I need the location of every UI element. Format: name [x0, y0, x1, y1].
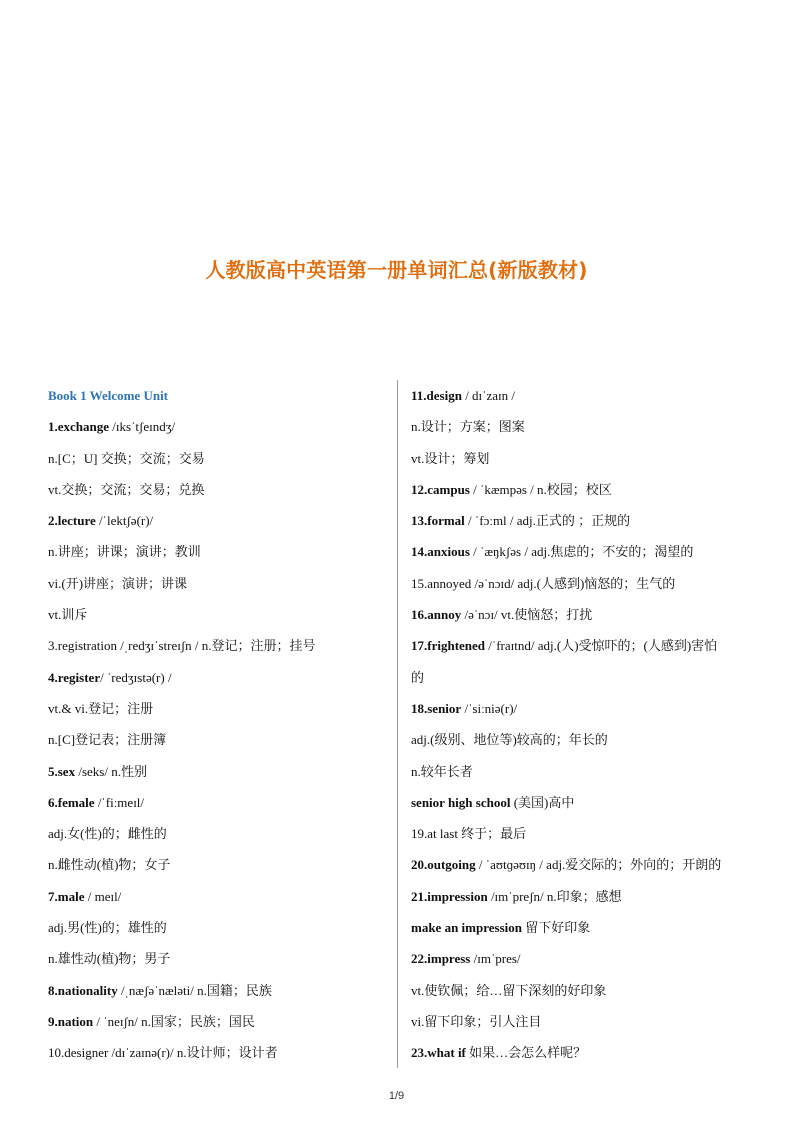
vocab-line	[411, 380, 751, 411]
definition: n.[C]登记表；注册簿	[48, 732, 167, 748]
definition: / ˈfɔːml / adj.正式的 ；正规的	[464, 513, 631, 529]
definition: / ˈkæmpəs / n.校园；校区	[469, 481, 612, 497]
definition: n.设计；方案；图案	[411, 419, 525, 435]
definition: 留下好印象	[522, 920, 591, 936]
vocab-line	[48, 411, 393, 442]
vocab-line	[48, 912, 393, 943]
headword: senior high school	[411, 794, 511, 810]
definition: /ɪmˈpreʃn/ n.印象；感想	[487, 888, 622, 904]
headword: 13.formal	[411, 513, 465, 529]
vocab-line	[411, 787, 751, 818]
definition: / ˈredʒɪstə(r) /	[100, 669, 172, 685]
vocab-line	[48, 1037, 393, 1068]
vocab-line	[411, 505, 751, 536]
headword: 17.frightened	[411, 638, 486, 654]
vocab-line	[411, 443, 751, 474]
vocab-line	[48, 443, 393, 474]
vocab-line	[48, 1006, 393, 1037]
definition: /ɪmˈpres/	[470, 951, 521, 967]
page-title: 人教版高中英语第一册单词汇总(新版教材)	[205, 258, 588, 282]
vocab-line	[48, 943, 393, 974]
vocab-line	[411, 756, 751, 787]
vocab-line	[48, 630, 393, 661]
definition: n.雌性动(植)物；女子	[48, 857, 171, 873]
headword: 16.annoy	[411, 607, 462, 623]
definition: vt.使钦佩；给…留下深刻的好印象	[411, 982, 607, 998]
headword: 4.register	[48, 669, 101, 685]
vocab-line	[411, 818, 751, 849]
vocab-line	[48, 599, 393, 630]
definition: /ˈlektʃə(r)/	[95, 513, 154, 529]
headword: 7.male	[48, 888, 85, 904]
vocab-line	[48, 568, 393, 599]
vocab-line	[48, 818, 393, 849]
vocab-line	[411, 849, 751, 880]
headword: 2.lecture	[48, 513, 96, 529]
headword: Book 1 Welcome Unit	[48, 388, 169, 403]
definition: /ˈfiːmeɪl/	[94, 794, 145, 810]
headword: 21.impression	[411, 888, 488, 904]
vocab-line	[411, 1006, 751, 1037]
definition: adj.(级别、地位等)较高的；年长的	[411, 732, 608, 748]
headword: 14.anxious	[411, 544, 470, 560]
definition: 10.designer /dɪˈzaɪnə(r)/ n.设计师；设计者	[48, 1045, 278, 1061]
vocab-line	[48, 756, 393, 787]
vocab-line	[411, 630, 751, 661]
definition: n.[C；U] 交换；交流；交易	[48, 450, 205, 466]
right-column	[411, 380, 751, 1069]
definition: /seks/ n.性别	[75, 763, 147, 779]
headword: 1.exchange	[48, 419, 110, 435]
column-divider	[397, 380, 398, 1068]
headword: 11.design	[411, 388, 462, 403]
definition: vt.训斥	[48, 607, 88, 623]
definition: /əˈnɔɪ/ vt.使恼怒；打扰	[461, 607, 593, 623]
vocab-line	[411, 474, 751, 505]
definition: vi.留下印象；引人注目	[411, 1013, 542, 1029]
headword: make an impression	[411, 920, 522, 936]
definition: n.雄性动(植)物；男子	[48, 951, 171, 967]
vocab-line	[411, 881, 751, 912]
section-heading	[48, 380, 393, 411]
left-column	[48, 380, 393, 1069]
definition: /ˌnæʃəˈnæləti/ n.国籍；民族	[117, 982, 272, 998]
definition: vi.(开)讲座；演讲；讲课	[48, 575, 188, 591]
vocab-line	[48, 975, 393, 1006]
vocab-line	[48, 505, 393, 536]
headword: 8.nationality	[48, 982, 118, 998]
definition: 15.annoyed /əˈnɔɪd/ adj.(人感到)恼怒的；生气的	[411, 575, 676, 591]
vocab-line	[411, 693, 751, 724]
vocab-line	[411, 943, 751, 974]
headword: 23.what if	[411, 1045, 466, 1061]
definition: 的	[411, 669, 425, 685]
definition: 3.registration /ˌredʒɪˈstreɪʃn / n.登记；注册；挂号	[48, 638, 316, 654]
vocab-line	[411, 662, 751, 693]
definition: vt.& vi.登记；注册	[48, 700, 154, 716]
vocab-line	[411, 912, 751, 943]
headword: 20.outgoing	[411, 857, 476, 873]
headword: 5.sex	[48, 763, 76, 779]
vocab-line	[48, 474, 393, 505]
vocab-line	[411, 568, 751, 599]
vocab-line	[411, 411, 751, 442]
headword: 9.nation	[48, 1013, 94, 1029]
headword: 18.senior	[411, 700, 462, 716]
definition: 如果…会怎么样呢？	[465, 1045, 587, 1061]
vocab-line	[411, 975, 751, 1006]
headword: 12.campus	[411, 481, 470, 497]
definition: /ˈsiːniə(r)/	[461, 700, 518, 716]
definition: vt.设计；筹划	[411, 450, 490, 466]
definition: / meɪl/	[84, 888, 122, 904]
definition: vt.交换；交流；交易；兑换	[48, 481, 205, 497]
vocab-line	[48, 536, 393, 567]
vocab-line	[48, 693, 393, 724]
definition: 19.at last 终于；最后	[411, 826, 527, 842]
definition: n.较年长者	[411, 763, 473, 779]
page-number: 1/9	[388, 1090, 405, 1102]
headword: 6.female	[48, 794, 95, 810]
vocab-line	[411, 599, 751, 630]
definition: / ˈaʊtɡəʊɪŋ / adj.爱交际的；外向的；开朗的	[475, 857, 722, 873]
definition: / ˈæŋkʃəs / adj.焦虑的；不安的；渴望的	[469, 544, 694, 560]
vocab-line	[411, 536, 751, 567]
vocab-line	[48, 849, 393, 880]
definition: /ˈfraɪtnd/ adj.(人)受惊吓的；(人感到)害怕	[485, 638, 718, 654]
definition: (美国)高中	[510, 794, 575, 810]
vocab-line	[48, 881, 393, 912]
vocab-line	[411, 724, 751, 755]
definition: / ˈneɪʃn/ n.国家；民族；国民	[93, 1013, 255, 1029]
vocab-line	[48, 787, 393, 818]
definition: n.讲座；讲课；演讲；教训	[48, 544, 201, 560]
definition: adj.女(性)的；雌性的	[48, 826, 167, 842]
headword: 22.impress	[411, 951, 471, 967]
vocab-line	[411, 1037, 751, 1068]
vocab-line	[48, 724, 393, 755]
definition: / dɪˈzaɪn /	[461, 388, 516, 403]
definition: /ɪksˈtʃeɪndʒ/	[109, 419, 176, 435]
definition: adj.男(性)的；雄性的	[48, 920, 167, 936]
vocab-line	[48, 662, 393, 693]
